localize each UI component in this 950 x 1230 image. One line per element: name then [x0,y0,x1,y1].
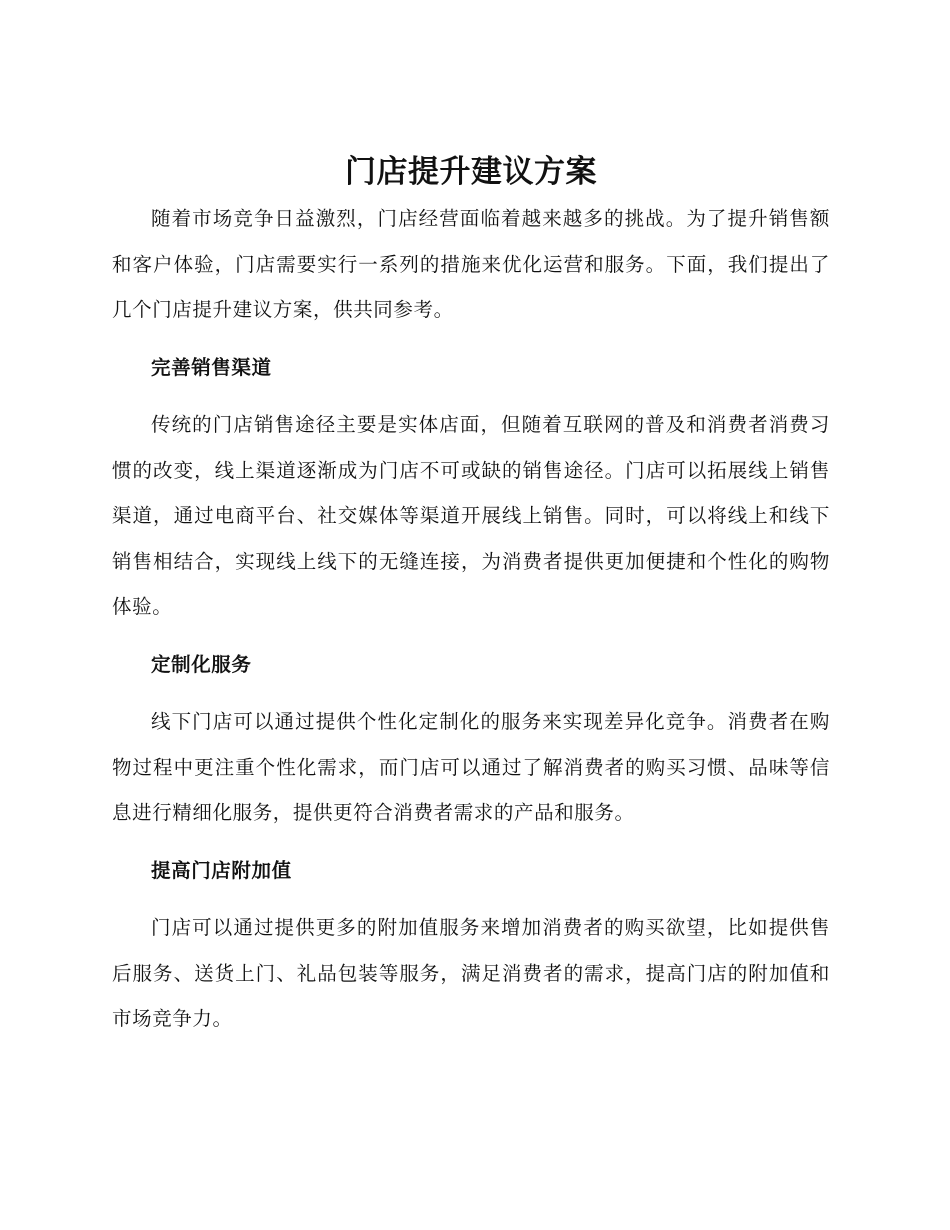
document-title: 门店提升建议方案 [345,154,597,190]
section-heading-sales-channels: 完善销售渠道 [151,355,272,379]
section-heading-added-value: 提高门店附加值 [151,858,292,882]
document-page [112,148,830,1042]
section-body-added-value: 门店可以通过提供更多的附加值服务来增加消费者的购买欲望，比如提供售后服务、送货上门、礼品包装等服务，满足消费者的需求，提高门店的附加值和市场竞争力。 [112,916,830,1030]
section-body-sales-channels: 传统的门店销售途径主要是实体店面，但随着互联网的普及和消费者消费习惯的改变，线上渠道逐渐成为门店不可或缺的销售途径。门店可以拓展线上销售渠道，通过电商平台、社交媒体等渠道开展线上销售。同时，可以将线上和线下销售相结合，实现线上线下的无缝连接，为消费者提供更加便捷和个性化的购物体验。 [112,413,830,618]
spacer [112,836,830,848]
intro-paragraph: 随着市场竞争日益激烈，门店经营面临着越来越多的挑战。为了提升销售额和客户体验，门店需要实行一系列的措施来优化运营和服务。下面，我们提出了几个门店提升建议方案，供共同参考。 [112,207,830,321]
spacer [112,333,830,345]
spacer [112,687,830,699]
section-heading-custom-service: 定制化服务 [151,652,252,676]
spacer [112,390,830,402]
spacer [112,893,830,905]
section-body-custom-service: 线下门店可以通过提供个性化定制化的服务来实现差异化竞争。消费者在购物过程中更注重个性化需求，而门店可以通过了解消费者的购买习惯、品味等信息进行精细化服务，提供更符合消费者需求的产品和服务。 [112,710,830,824]
spacer [112,630,830,642]
